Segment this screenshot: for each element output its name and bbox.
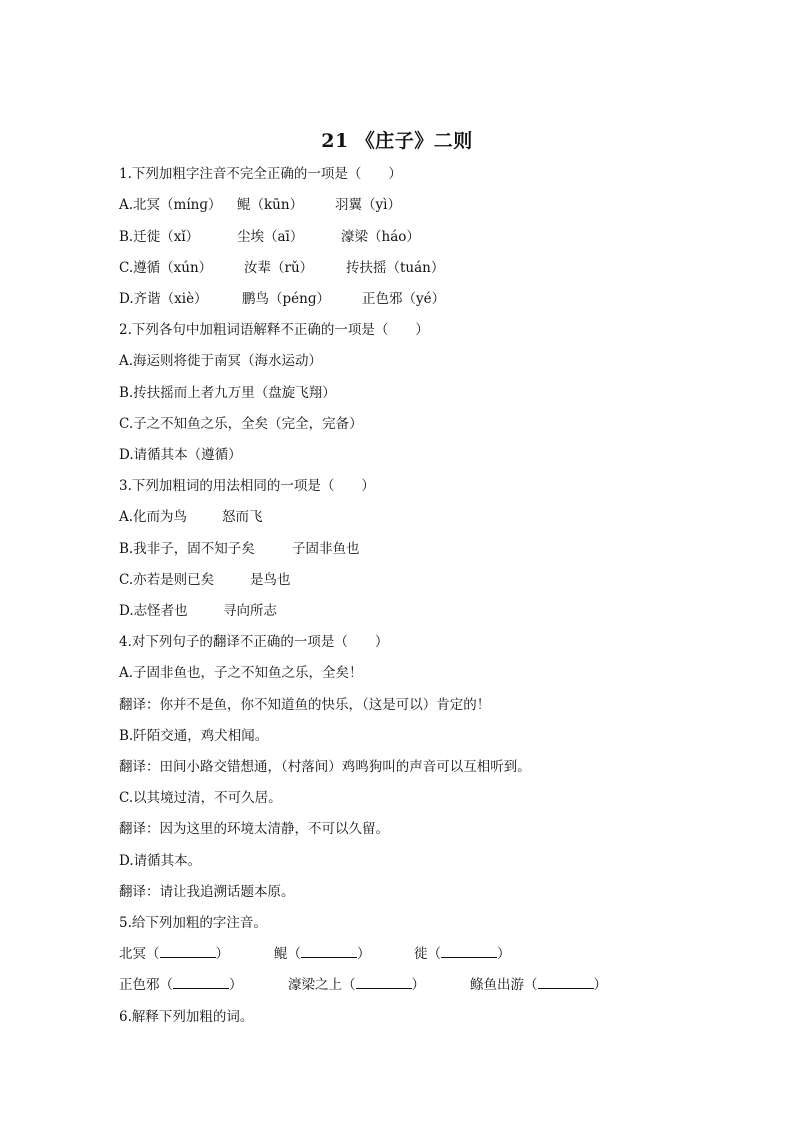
q3-d-item-2: 寻向所志 [223,603,277,619]
q4-option-a: A.子固非鱼也，子之不知鱼之乐，全矣！ [119,665,363,681]
question-6: 6.解释下列加粗的词。 [119,1009,254,1025]
q5-item-tiaoyu: 鲦鱼出游（ ） [470,977,607,993]
q4-option-b: B.阡陌交通，鸡犬相闻。 [119,728,269,744]
q1-b-item-2: 尘埃（aī） [237,229,304,245]
q3-option-c [119,571,291,589]
q5-item-haoliang: 濠梁之上（ ） [288,977,425,993]
q1-a-item-1: A.北冥（mínɡ） [119,197,222,213]
q5-item-beiming: 北冥（ ） [119,946,229,962]
answer-blank [173,976,229,989]
q2-option-b: B.抟扶摇而上者九万里（盘旋飞翔） [119,385,336,401]
q3-a-item-2: 怒而飞 [222,509,263,525]
q3-option-a [119,508,263,526]
q3-option-d [119,602,277,620]
q5-row-1 [119,945,511,963]
q4-option-d: D.请循其本。 [119,853,202,869]
q2-option-a: A.海运则将徙于南冥（海水运动） [119,353,323,369]
q3-a-item-1: A.化而为鸟 [119,509,188,525]
q1-d-item-1: D.齐谐（xiè） [119,291,208,307]
question-1: 1.下列加粗字注音不完全正确的一项是（ ） [119,166,402,182]
q3-option-b [119,540,360,558]
q4-translation-a: 翻译：你并不是鱼，你不知道鱼的快乐，（这是可以）肯定的！ [119,697,491,713]
q1-c-item-3: 抟扶摇（tuán） [346,260,445,276]
answer-blank [160,945,216,958]
answer-blank [538,976,594,989]
q4-translation-b: 翻译：田间小路交错想通，（村落间）鸡鸣狗叫的声音可以互相听到。 [119,759,531,775]
q5-row-2 [119,976,607,994]
q2-option-c: C.子之不知鱼之乐，全矣（完全，完备） [119,416,363,432]
question-4: 4.对下列句子的翻译不正确的一项是（ ） [119,634,389,650]
q3-c-item-1: C.亦若是则已矣 [119,572,215,588]
page-title: 21 《庄子》二则 [321,130,473,152]
q5-item-xi: 徙（ ） [414,946,511,962]
q1-b-item-3: 濠梁（háo） [341,229,420,245]
q3-b-item-2: 子固非鱼也 [292,541,360,557]
q1-option-b [119,228,420,246]
answer-blank [301,945,357,958]
q4-option-c: C.以其境过清，不可久居。 [119,790,282,806]
q1-a-item-3: 羽翼（yì） [335,197,401,213]
q5-item-kun: 鲲（ ） [274,946,371,962]
q3-c-item-2: 是鸟也 [250,572,291,588]
q4-translation-c: 翻译：因为这里的环境太清静，不可以久留。 [119,821,389,837]
q1-option-c [119,259,444,277]
q3-d-item-1: D.志怪者也 [119,603,188,619]
q1-option-a [119,196,401,214]
answer-blank [356,976,412,989]
q1-c-item-1: C.遵循（xún） [119,260,213,276]
question-3: 3.下列加粗词的用法相同的一项是（ ） [119,478,375,494]
q1-b-item-1: B.迁徙（xǐ） [119,229,200,245]
q4-translation-d: 翻译：请让我追溯话题本原。 [119,884,295,900]
question-5: 5.给下列加粗的字注音。 [119,915,267,931]
q3-b-item-1: B.我非子，固不知子矣 [119,541,255,557]
q1-d-item-3: 正色邪（yé） [362,291,446,307]
q5-item-zhengseye: 正色邪（ ） [119,977,243,993]
q2-option-d: D.请循其本（遵循） [119,447,242,463]
q1-option-d [119,290,445,308]
question-2: 2.下列各句中加粗词语解释不正确的一项是（ ） [119,322,429,338]
answer-blank [441,945,497,958]
q1-d-item-2: 鹏鸟（pénɡ） [242,291,330,307]
q1-c-item-2: 汝辈（rǔ） [244,260,314,276]
q1-a-item-2: 鲲（kūn） [237,197,304,213]
